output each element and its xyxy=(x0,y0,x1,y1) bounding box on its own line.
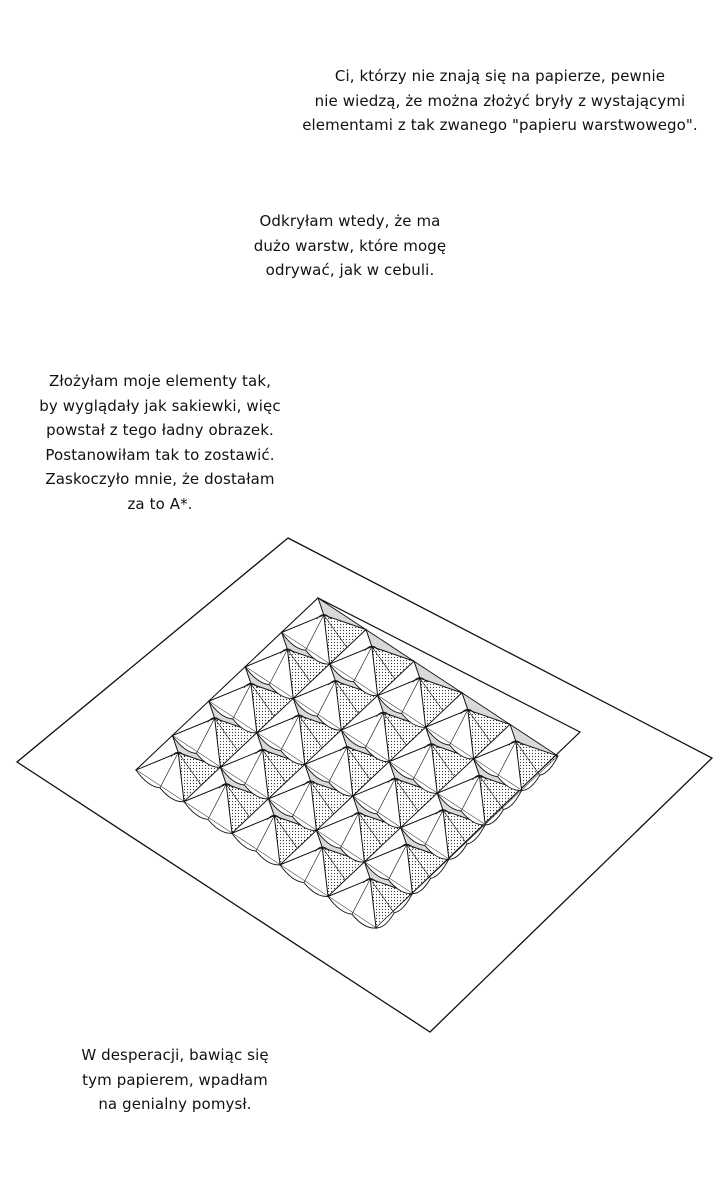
caption-idea xyxy=(70,1043,280,1117)
caption-line: Złożyłam moje elementy tak, xyxy=(49,372,271,390)
caption-result xyxy=(30,369,290,516)
caption-line: na genialny pomysł. xyxy=(98,1095,252,1113)
caption-paper-layers xyxy=(300,64,700,138)
caption-line: Postanowiłam tak to zostawić. xyxy=(45,445,275,464)
caption-line: by wyglądały jak sakiewki, więc xyxy=(39,396,281,415)
caption-line: elementami z tak zwanego "papieru warstwowego". xyxy=(302,116,698,134)
caption-line: W desperacji, bawiąc się xyxy=(81,1046,269,1064)
caption-line: tym papierem, wpadłam xyxy=(82,1070,268,1089)
caption-line: Ci, którzy nie znają się na papierze, pewnie xyxy=(334,67,666,85)
caption-line: odrywać, jak w cebuli. xyxy=(265,261,435,279)
caption-line: nie wiedzą, że można złożyć bryły z wystającymi xyxy=(314,91,686,110)
origami-tessellation-illustration xyxy=(0,530,727,1040)
caption-line: dużo warstw, które mogę xyxy=(253,236,447,255)
caption-line: za to A*. xyxy=(127,494,193,513)
caption-line: powstał z tego ładny obrazek. xyxy=(46,421,274,439)
caption-discovery xyxy=(240,209,460,283)
caption-line: Odkryłam wtedy, że ma xyxy=(259,212,441,230)
caption-line: Zaskoczyło mnie, że dostałam xyxy=(45,470,275,488)
